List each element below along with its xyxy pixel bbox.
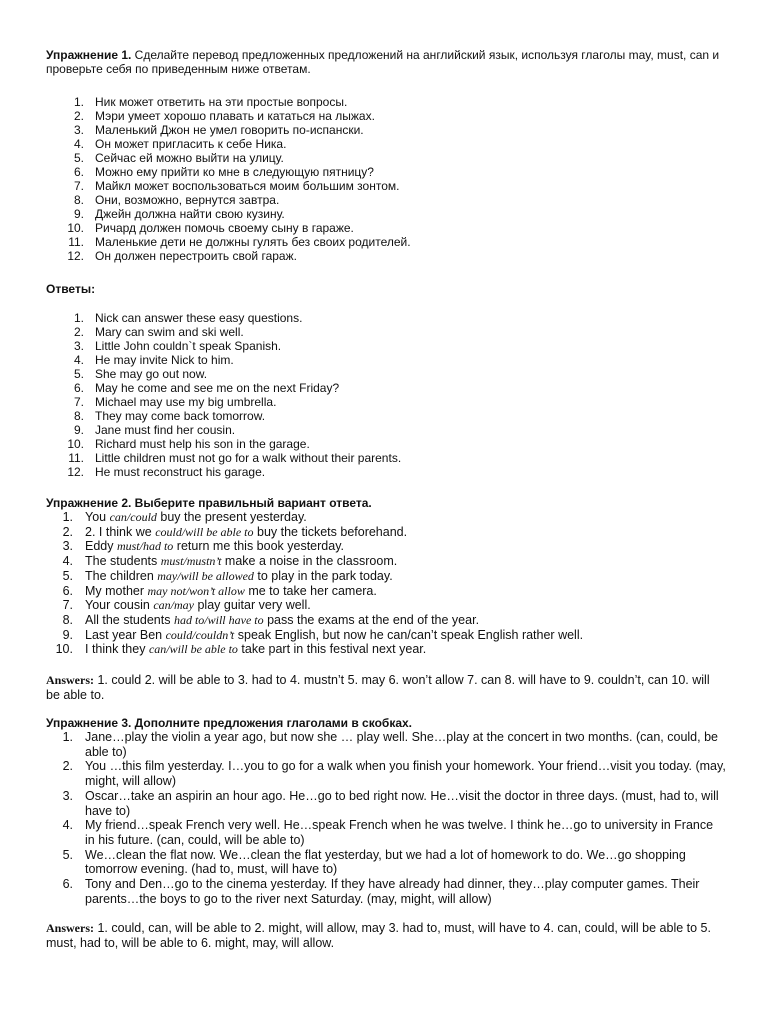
list-item: 10. Ричард должен помочь своему сыну в гараже. bbox=[67, 221, 354, 235]
intro-paragraph bbox=[46, 48, 726, 76]
list-item: 5. She may go out now. bbox=[73, 367, 208, 381]
list-item: 8. All the students had to/will have to pass the exams at the end of the year. bbox=[62, 612, 480, 627]
list-item: 2. 2. I think we could/will be able to buy the tickets beforehand. bbox=[62, 524, 408, 539]
list-item: 6. Tony and Den…go to the cinema yesterday. If they have already had dinner, they…play computer games. Their parents…the boys to go to the river next Saturday. (may, might, will allow) bbox=[62, 877, 700, 906]
list-item: 2. You …this film yesterday. I…you to go for a walk when you finish your homework. Your friend…visit you today. (may, might, will allow) bbox=[62, 759, 726, 789]
list-item: 3. Eddy must/had to return me this book yesterday. bbox=[62, 539, 344, 554]
list-item: 9. Last year Ben could/couldn’t speak English, but now he can/can’t speak English rather well. bbox=[62, 627, 584, 642]
option-pair: may/will be allowed bbox=[157, 568, 254, 583]
list-item: 1. Jane…play the violin a year ago, but now she … play well. She…play at the concert in two months. (can, could, be able to) bbox=[62, 730, 718, 759]
list-item: 6. My mother may not/won’t allow me to take her camera. bbox=[62, 583, 377, 598]
list-item: 4. The students must/mustn’t make a noise in the classroom. bbox=[62, 554, 398, 569]
list-item: 10. I think they can/will be able to take part in this festival next year. bbox=[55, 642, 427, 657]
option-pair: can/will be able to bbox=[148, 642, 238, 657]
option-pair: had to/will have to bbox=[173, 612, 264, 627]
exercise1-list bbox=[46, 95, 726, 263]
list-item: 2. Мэри умеет хорошо плавать и кататься на лыжах. bbox=[73, 109, 375, 123]
list-item: 8. Они, возможно, вернутся завтра. bbox=[73, 193, 280, 207]
option-pair: could/will be able to bbox=[155, 524, 254, 539]
list-item: 3. Oscar…take an aspirin an hour ago. He…go to bed right now. He…visit the doctor in three days. (must, had to, will have to) bbox=[62, 788, 719, 818]
exercise1-title: Упражнение 1. bbox=[46, 48, 132, 62]
list-item: 11. Маленькие дети не должны гулять без своих родителей. bbox=[68, 235, 411, 249]
list-item: 5. Сейчас ей можно выйти на улицу. bbox=[73, 151, 284, 165]
option-pair: can/may bbox=[153, 598, 194, 613]
list-item: 6. May he come and see me on the next Friday? bbox=[73, 381, 340, 395]
option-pair: may not/won’t allow bbox=[147, 583, 245, 598]
list-item: 1. You can/could buy the present yesterday. bbox=[62, 510, 307, 524]
list-item: 7. Майкл может воспользоваться моим большим зонтом. bbox=[73, 179, 400, 193]
list-item: 3. Little John couldn`t speak Spanish. bbox=[73, 339, 282, 353]
list-item: 5. We…clean the flat now. We…clean the flat yesterday, but we had a lot of homework to do. We…go shopping tomorrow evening. (had to, must, will have to) bbox=[62, 847, 686, 877]
exercise2-list bbox=[46, 510, 726, 657]
list-item: 9. Jane must find her cousin. bbox=[73, 423, 236, 437]
answers3-text: 1. could, can, will be able to 2. might, will allow, may 3. had to, must, will have to 4. can, could, will be able to 5. must, had to, will be able to 6. might, may, will allow. bbox=[46, 921, 711, 950]
exercise1-instructions: Сделайте перевод предложенных предложений на английский язык, используя глаголы may, must, can и проверьте себя по приведенным ниже ответам. bbox=[46, 48, 720, 76]
answers1-title: Ответы: bbox=[46, 282, 96, 296]
exercise2-title: Упражнение 2. Выберите правильный вариант ответа. bbox=[46, 496, 372, 510]
list-item: 1. Ник может ответить на эти простые вопросы. bbox=[73, 95, 348, 109]
list-item: 4. My friend…speak French very well. He…speak French when he was twelve. I think he…go to university in France in his future. (can, could, will be able to) bbox=[62, 818, 714, 847]
list-item: 6. Можно ему прийти ко мне в следующую пятницу? bbox=[73, 165, 374, 179]
option-pair: can/could bbox=[109, 510, 157, 524]
list-item: 12. He must reconstruct his garage. bbox=[67, 465, 266, 479]
option-pair: must/had to bbox=[116, 539, 174, 554]
list-item: 3. Маленький Джон не умел говорить по-испански. bbox=[73, 123, 364, 137]
exercise3-title: Упражнение 3. Дополните предложения глаголами в скобках. bbox=[46, 716, 413, 730]
answers1-list bbox=[46, 311, 726, 479]
answers2-paragraph bbox=[46, 673, 726, 703]
list-item: 7. Michael may use my big umbrella. bbox=[73, 395, 277, 409]
list-item: 8. They may come back tomorrow. bbox=[73, 409, 266, 423]
list-item: 5. The children may/will be allowed to play in the park today. bbox=[62, 568, 393, 583]
list-item: 1. Nick can answer these easy questions. bbox=[73, 311, 303, 325]
option-pair: must/mustn’t bbox=[160, 554, 222, 569]
list-item: 11. Little children must not go for a walk without their parents. bbox=[68, 451, 402, 465]
answers3-paragraph bbox=[46, 921, 726, 951]
answers2-text: 1. could 2. will be able to 3. had to 4. mustn’t 5. may 6. won’t allow 7. can 8. will have to 9. couldn’t, can 10. will be able to. bbox=[46, 673, 710, 702]
exercise3-list bbox=[46, 730, 726, 906]
answers2-label: Answers: bbox=[46, 673, 94, 687]
answers3-label: Answers: bbox=[46, 921, 94, 935]
option-pair: could/couldn’t bbox=[165, 627, 235, 642]
list-item: 9. Джейн должна найти свою кузину. bbox=[73, 207, 285, 221]
list-item: 12. Он должен перестроить свой гараж. bbox=[67, 249, 297, 263]
list-item: 10. Richard must help his son in the garage. bbox=[67, 437, 310, 451]
list-item: 7. Your cousin can/may play guitar very well. bbox=[62, 598, 311, 613]
list-item: 2. Mary can swim and ski well. bbox=[73, 325, 244, 339]
list-item: 4. He may invite Nick to him. bbox=[73, 353, 234, 367]
list-item: 4. Он может пригласить к себе Ника. bbox=[73, 137, 287, 151]
